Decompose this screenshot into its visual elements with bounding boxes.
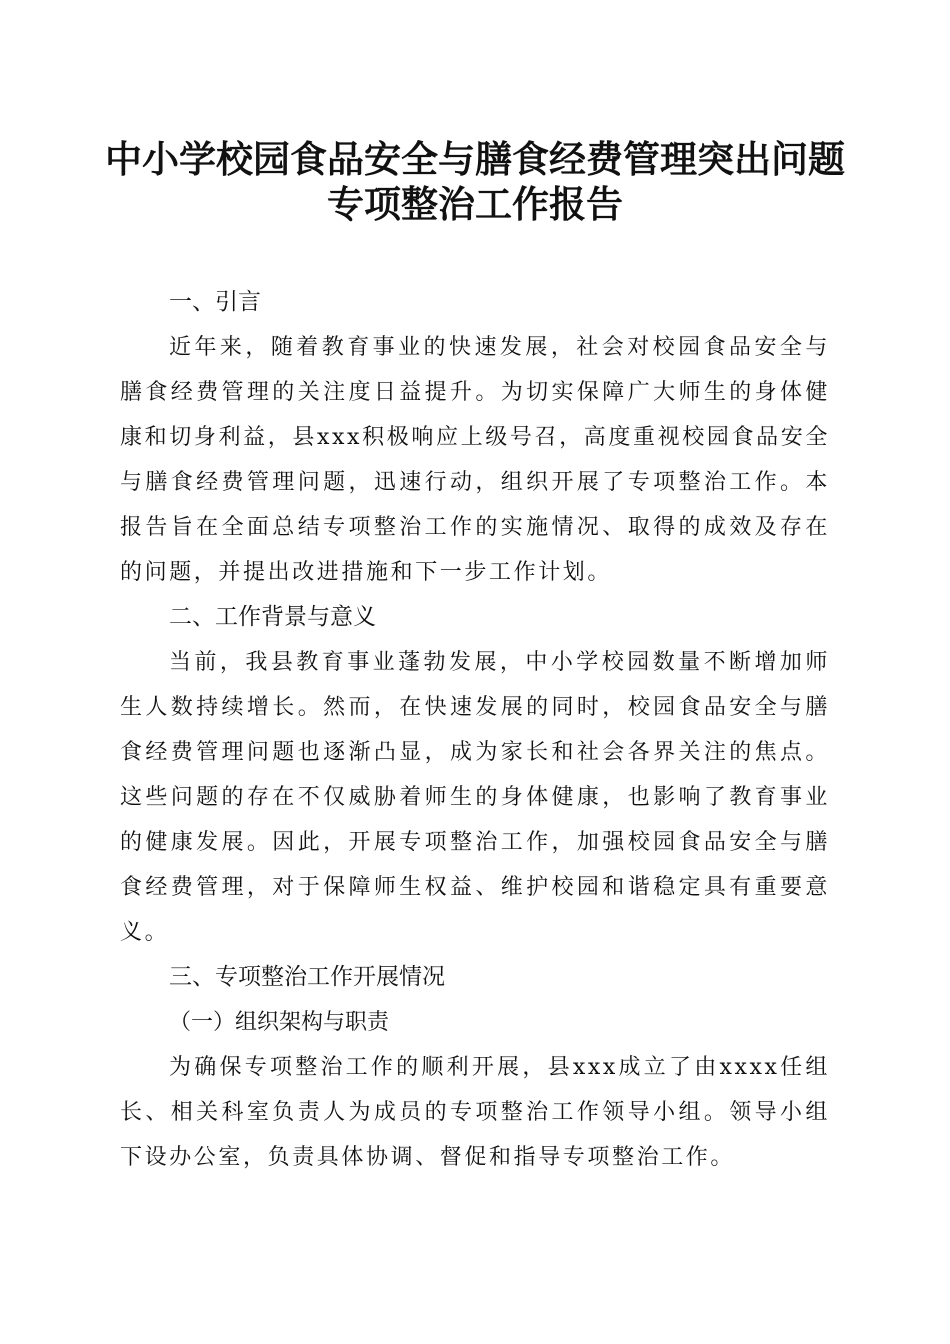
section-paragraph-introduction: 近年来，随着教育事业的快速发展，社会对校园食品安全与膳食经费管理的关注度日益提升。为切实保障广大师生的身体健康和切身利益，县xxx积极响应上级号召，高度重视校园食品安全与膳食经费管理问题，迅速行动，组织开展了专项整治工作。本报告旨在全面总结专项整治工作的实施情况、取得的成效及存在的问题，并提出改进措施和下一步工作计划。: [120, 335, 830, 585]
section-paragraph-background: 当前，我县教育事业蓬勃发展，中小学校园数量不断增加师生人数持续增长。然而，在快速发展的同时，校园食品安全与膳食经费管理问题也逐渐凸显，成为家长和社会各界关注的焦点。这些问题的存在不仅威胁着师生的身体健康，也影响了教育事业的健康发展。因此，开展专项整治工作，加强校园食品安全与膳食经费管理，对于保障师生权益、维护校园和谐稳定具有重要意义。: [120, 650, 830, 945]
section-heading-introduction: 一、引言: [169, 289, 261, 315]
document-title-line-2: 专项整治工作报告: [327, 182, 623, 226]
subsection-heading-organization: （一）组织架构与职责: [169, 1010, 390, 1035]
section-heading-background: 二、工作背景与意义: [169, 604, 376, 630]
section-paragraph-organization: 为确保专项整治工作的顺利开展，县xxx成立了由xxxx任组长、相关科室负责人为成员的专项整治工作领导小组。领导小组下设办公室，负责具体协调、督促和指导专项整治工作。: [120, 1055, 830, 1170]
section-heading-implementation: 三、专项整治工作开展情况: [169, 964, 445, 990]
document-title-line-1: 中小学校园食品安全与膳食经费管理突出问题: [105, 137, 845, 181]
document-body: [120, 280, 830, 1180]
